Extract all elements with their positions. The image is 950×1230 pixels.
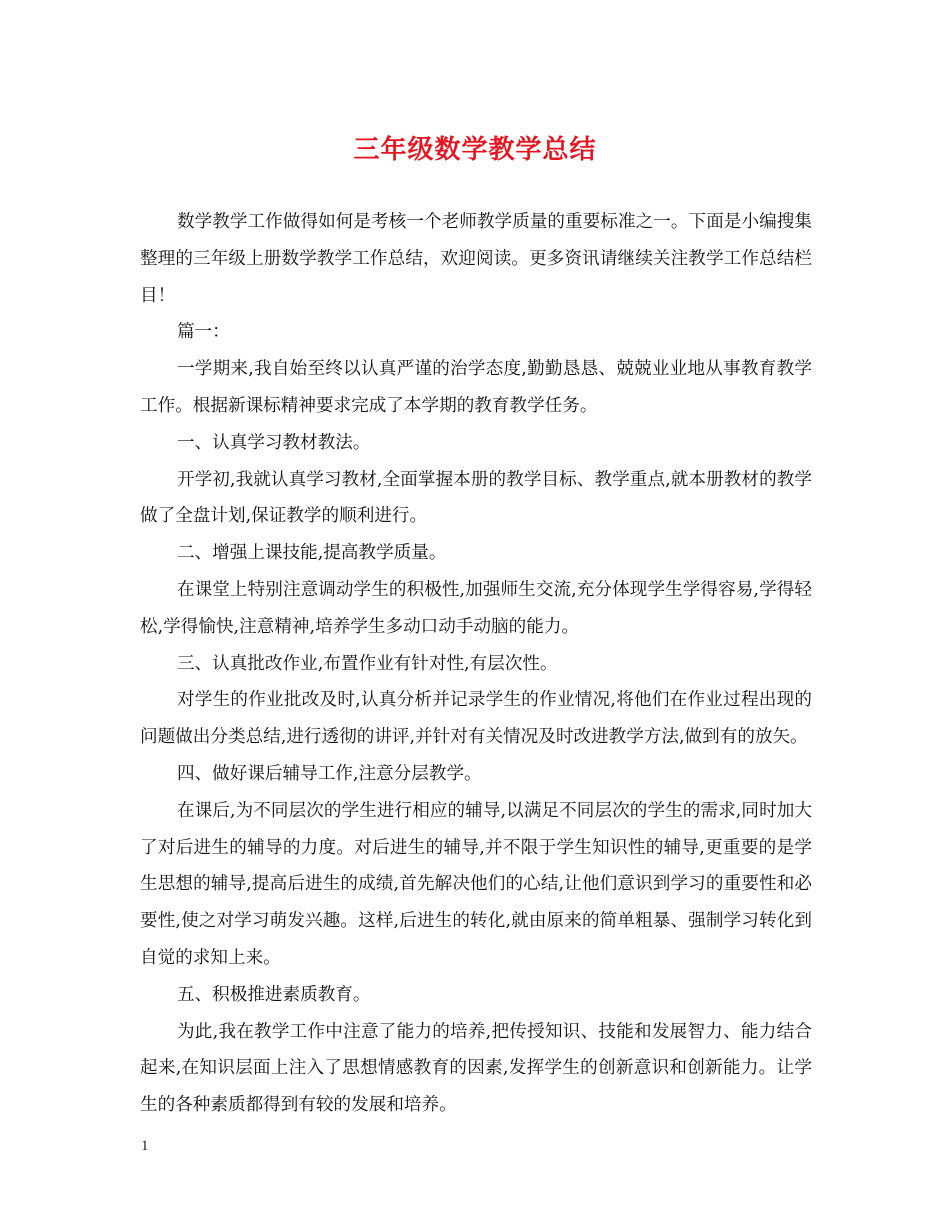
body-paragraph: 开学初,我就认真学习教材,全面掌握本册的教学目标、教学重点,就本册教材的教学做了全盘计划,保证教学的顺利进行。 (140, 469, 812, 527)
document-body (140, 204, 812, 1124)
body-paragraph: 为此,我在教学工作中注意了能力的培养,把传授知识、技能和发展智力、能力结合起来,在知识层面上注入了思想情感教育的因素,发挥学生的创新意识和创新能力。让学生的各种素质都得到有较的发展和培养。 (140, 1021, 812, 1116)
section-heading: 二、增强上课技能,提高教学质量。 (176, 543, 447, 564)
section-heading: 四、做好课后辅导工作,注意分层教学。 (176, 763, 482, 784)
body-paragraph: 一学期来,我自始至终以认真严谨的治学态度,勤勤恳恳、兢兢业业地从事教育教学工作。根据新课标精神要求完成了本学期的教育教学任务。 (140, 359, 812, 416)
section-label: 篇一： (176, 322, 230, 343)
section-heading: 一、认真学习教材教法。 (176, 432, 371, 453)
intro-paragraph: 数学教学工作做得如何是考核一个老师教学质量的重要标准之一。下面是小编搜集整理的三年级上册数学教学工作总结，欢迎阅读。更多资讯请继续关注教学工作总结栏目！ (140, 212, 812, 306)
section-heading: 五、积极推进素质教育。 (176, 984, 371, 1005)
section-heading: 三、认真批改作业,布置作业有针对性,有层次性。 (176, 653, 558, 674)
page-number: 1 (141, 1138, 149, 1154)
body-paragraph: 在课堂上特别注意调动学生的积极性,加强师生交流,充分体现学生学得容易,学得轻松,学得愉快,注意精神,培养学生多动口动手动脑的能力。 (140, 579, 812, 637)
document-title: 三年级数学教学总结 (353, 135, 597, 165)
body-paragraph: 对学生的作业批改及时,认真分析并记录学生的作业情况,将他们在作业过程出现的问题做出分类总结,进行透彻的讲评,并针对有关情况及时改进教学方法,做到有的放矢。 (140, 690, 812, 748)
body-paragraph: 在课后,为不同层次的学生进行相应的辅导,以满足不同层次的学生的需求,同时加大了对后进生的辅导的力度。对后进生的辅导,并不限于学生知识性的辅导,更重要的是学生思想的辅导,提高后进生的成绩,首先解决他们的心结,让他们意识到学习的重要性和必要性,使之对学习萌发兴趣。这样,后进生的转化,就由原来的简单粗暴、强制学习转化到自觉的求知上来。 (140, 800, 812, 968)
